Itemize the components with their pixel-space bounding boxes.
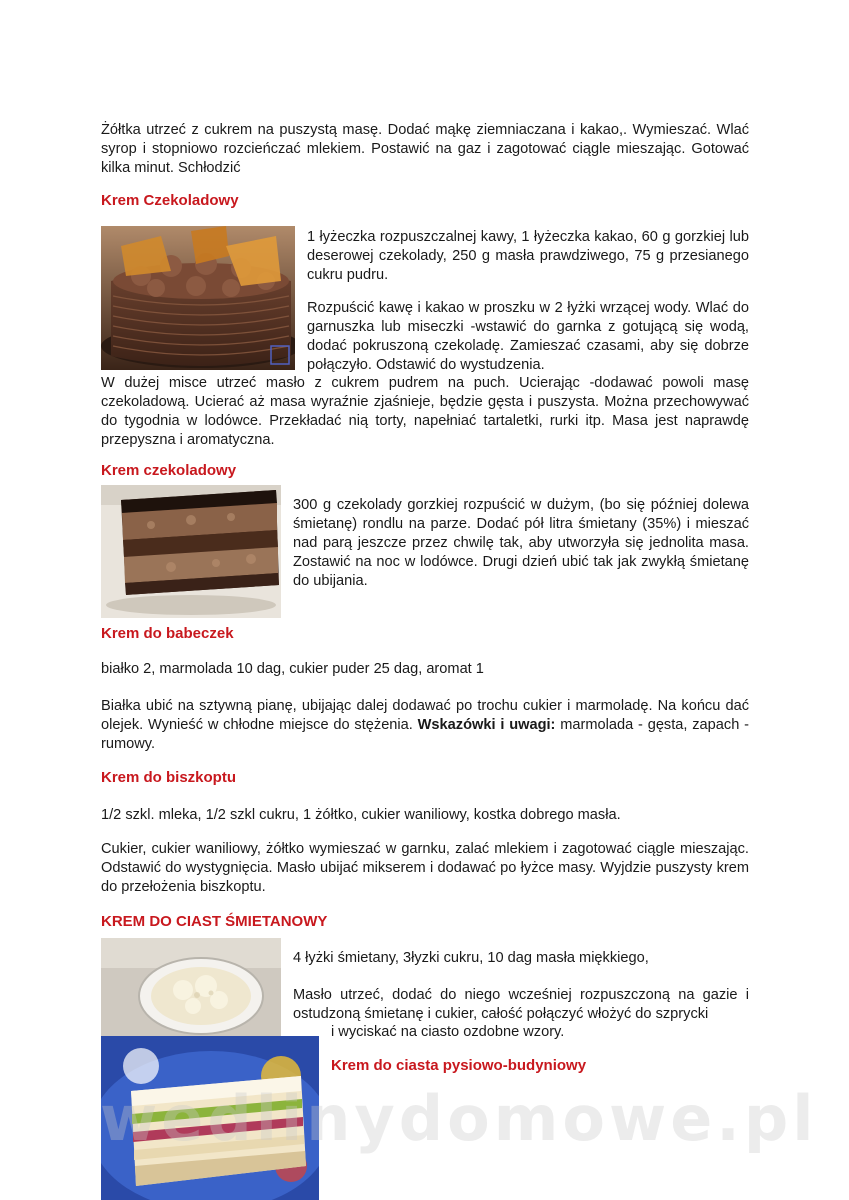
recipe-title-krem-do-ciast-smietanowy: KREM DO CIAST ŚMIETANOWY [101,913,328,930]
chocolate-cake-photo [101,226,295,370]
recipe-title-krem-czekoladowy: Krem Czekoladowy [101,192,239,209]
recipe4-method: Cukier, cukier waniliowy, żółtko wymieszać w garnku, zalać mlekiem i zagotować ciągle mieszając. Odstawić do wystygnięcia. Masło ubijać mikserem i dodawać po łyżce masy. Wyjdzie puszysty krem do przełożenia biszkoptu. [101,841,749,895]
recipe3-tips-text: marmolada - gęsta, zapach - rumowy. [101,717,749,752]
recipe1-ingredients: 1 łyżeczka rozpuszczalnej kawy, 1 łyżeczka kakao, 60 g gorzkiej lub deserowej czekolady, 250 g masła prawdziwego, 75 g przesianego cukru pudru. [307,229,749,283]
recipe5-method-line2: i wyciskać na ciasto ozdobne wzory. [331,1024,565,1040]
recipe3-method [101,697,749,754]
recipe1-method-full: W dużej misce utrzeć masło z cukrem pudrem na puch. Ucierając -dodawać powoli masę czekoladową. Ucierać aż masa wyraźnie zjaśnieje, będzie gęsta i puszysta. Można przechowywać do tygodnia w lodówce. Przekładać nią torty, napełniać tartaletki, rurki itp. Masa jest naprawdę przepyszna i aromatyczna. [101,375,749,448]
intro-paragraph: Żółtka utrzeć z cukrem na puszystą masę. Dodać mąkę ziemniaczana i kakao,. Wymieszać. Wlać syrop i stopniowo rozcieńczać mlekiem. Postawić na gaz i zagotować ciągle mieszając. Gotować kilka minut. Schłodzić [101,122,749,176]
layered-cake-slice-photo [101,1036,319,1200]
chocolate-layer-cake-photo [101,485,281,618]
recipe3-tips-label: Wskazówki i uwagi: [417,717,556,733]
recipe3-ingredients: białko 2, marmolada 10 dag, cukier puder 25 dag, aromat 1 [101,661,484,677]
recipe1-method-wrapped: Rozpuścić kawę i kakao w proszku w 2 łyżki wrzącej wody. Wlać do garnuszka lub miseczki -wstawić do garnka z gotującą się wodą, dodać pokruszoną czekoladę. Zamieszać czasami, aby się dobrze połączyło. Odstawić do wystudzenia. [307,300,749,373]
recipe-title-krem-czekoladowy-2: Krem czekoladowy [101,462,237,479]
recipe5-ingredients: 4 łyżki śmietany, 3łyzki cukru, 10 dag masła miękkiego, [293,950,649,966]
recipe4-ingredients: 1/2 szkl. mleka, 1/2 szkl cukru, 1 żółtko, cukier waniliowy, kostka dobrego masła. [101,807,621,823]
recipe5-method-line1: Masło utrzeć, dodać do niego wcześniej rozpuszczoną na gazie i ostudzoną śmietanę i cukier, całość połączyć włożyć do szprycki [293,987,749,1022]
recipe-title-krem-do-ciasta-pysiowo-budyniowy: Krem do ciasta pysiowo-budyniowy [331,1057,587,1074]
site-watermark: wedlinydomowe.pl [100,1082,818,1155]
recipe-title-krem-do-biszkoptu: Krem do biszkoptu [101,769,237,786]
recipe3-method-text: Białka ubić na sztywną pianę, ubijając dalej dodawać po trochu cukier i marmoladę. Na końcu dać olejek. Wynieść w chłodne miejsce do stężenia. [101,698,749,733]
cream-bowl-photo [101,938,281,1036]
recipe-title-krem-do-babeczek: Krem do babeczek [101,625,234,642]
recipe2-text: 300 g czekolady gorzkiej rozpuścić w dużym, (bo się później dolewa śmietanę) rondlu na parze. Dodać pół litra śmietany (35%) i mieszać nad parą jeszcze przez chwilę tak, aby utworzyła się jednolita masa. Zostawić na noc w lodówce. Drugi dzień ubić tak jak zwykłą śmietanę do ubijania. [293,497,749,589]
